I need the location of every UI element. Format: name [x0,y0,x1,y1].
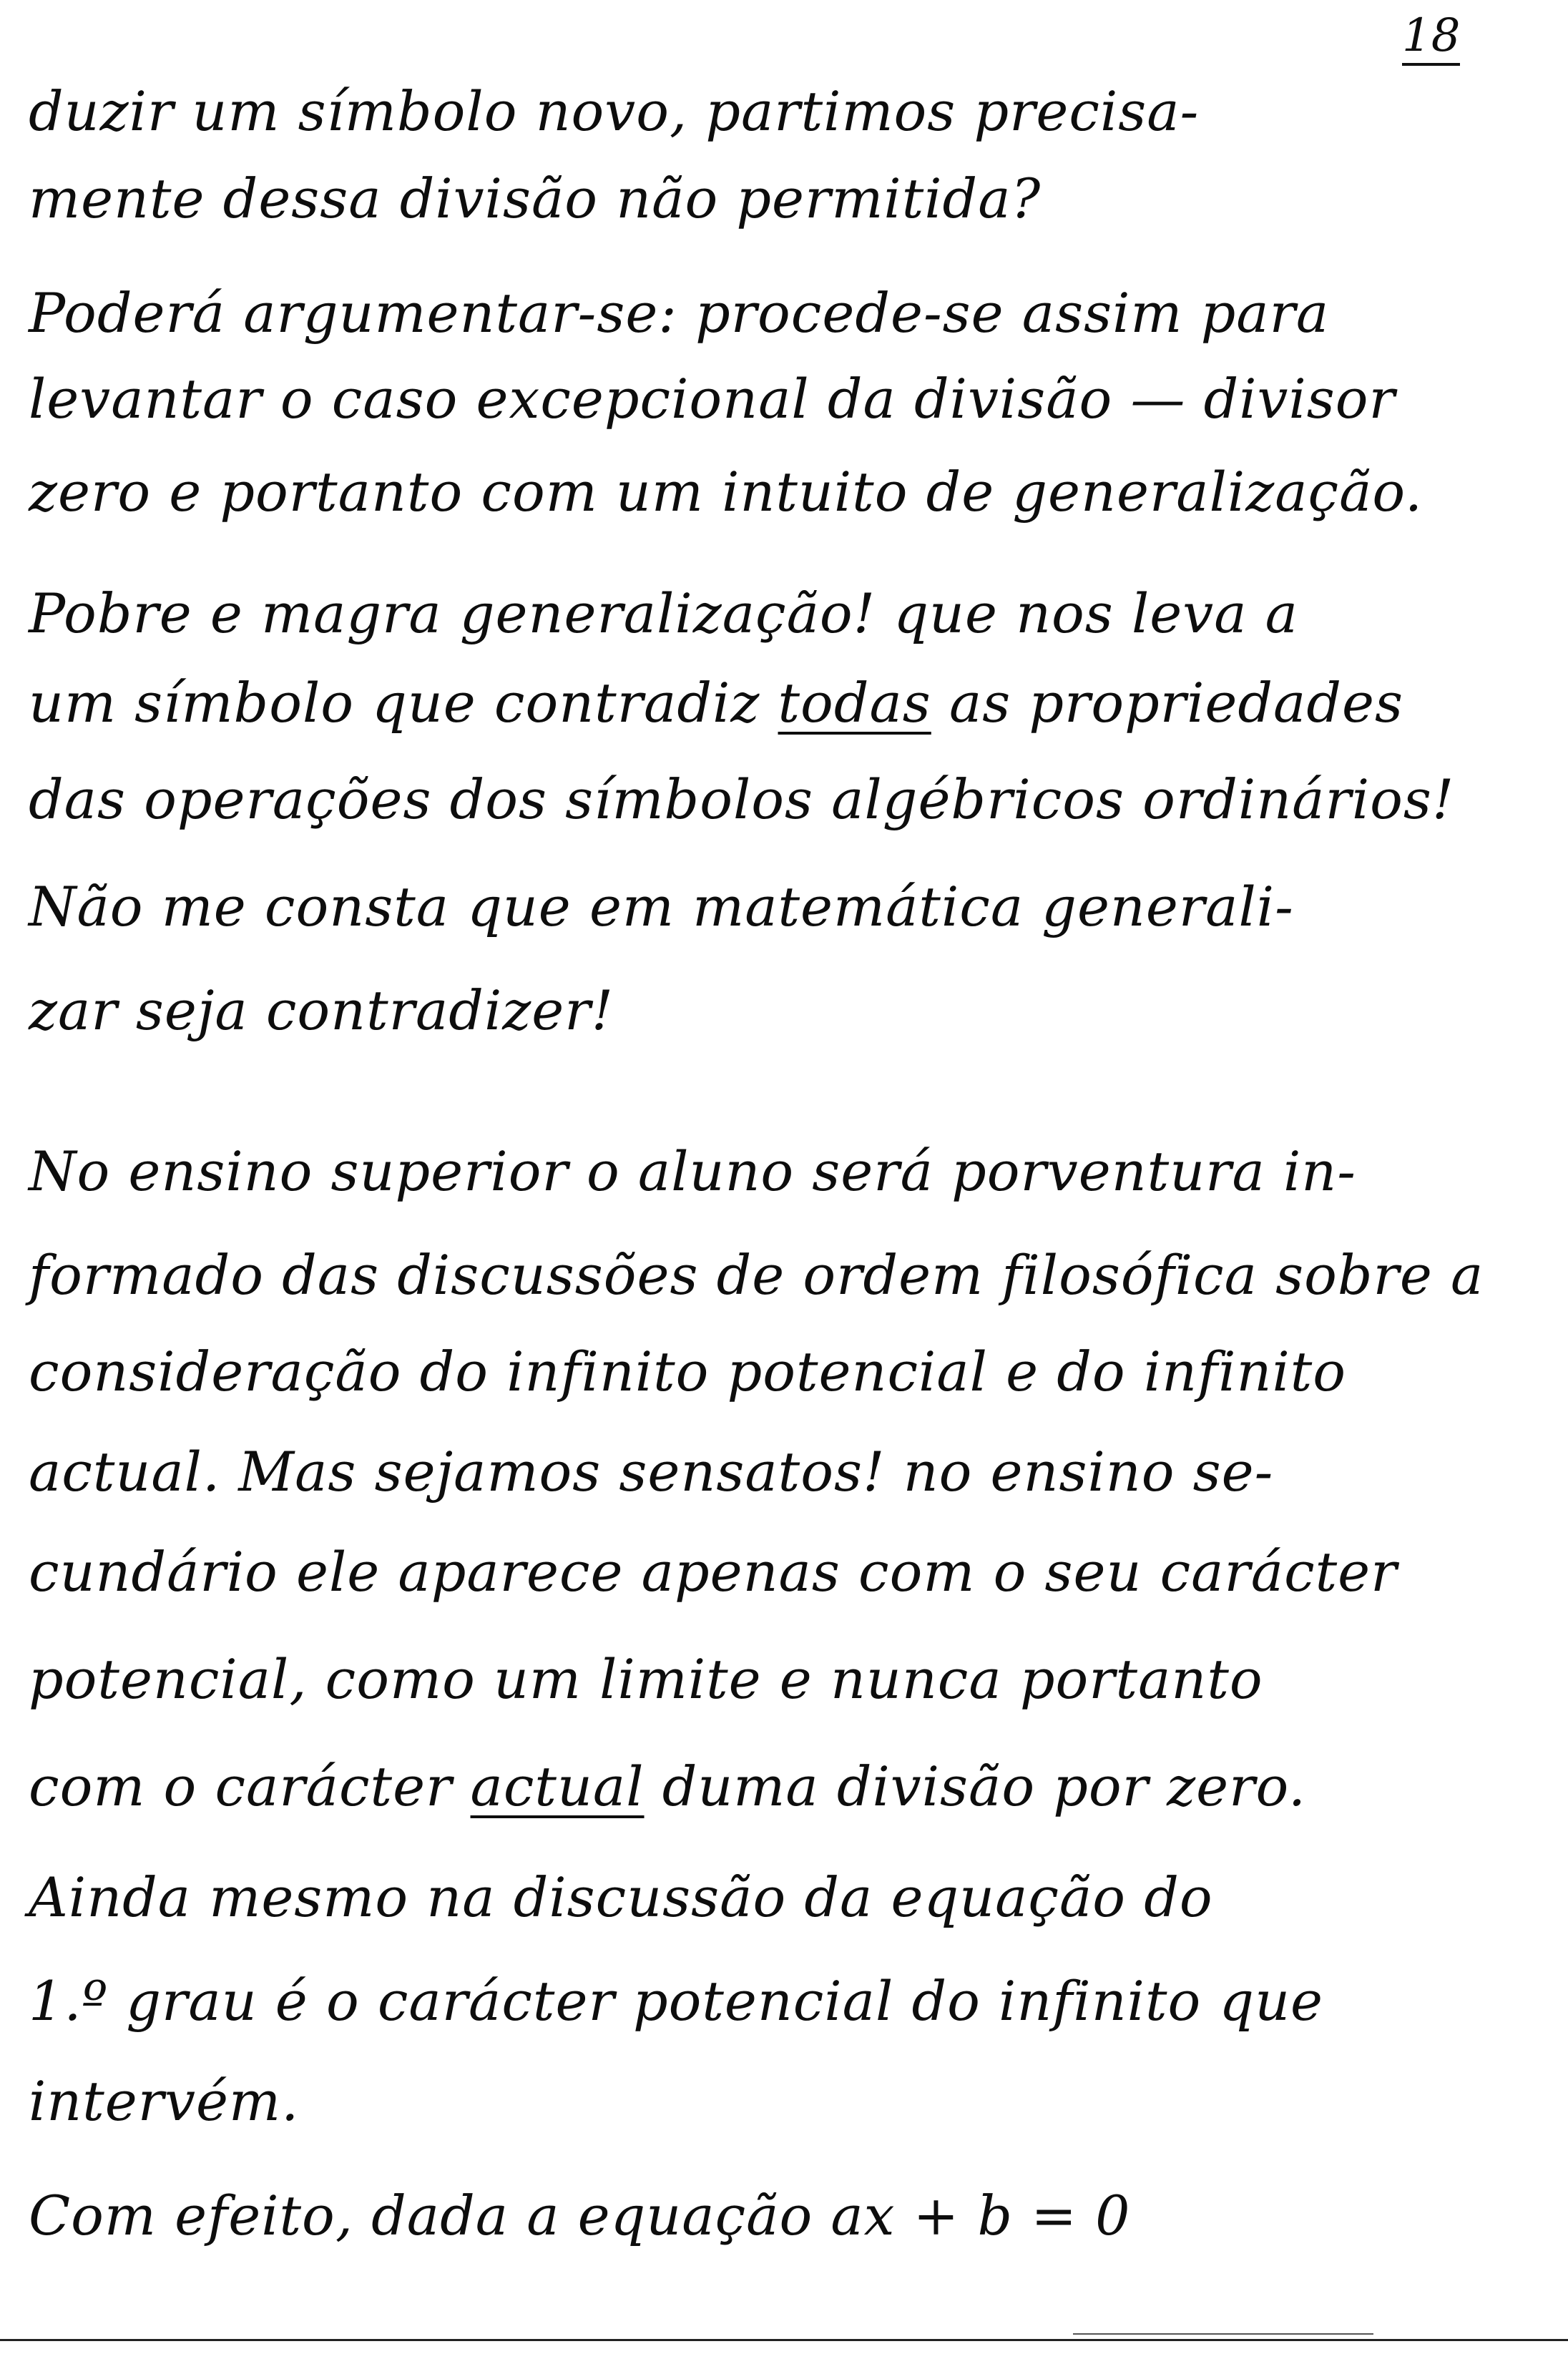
text-line-20: intervém. [29,2069,300,2133]
text-line-7: um símbolo que contradiz todas as propriedades [29,671,1403,735]
text-line-12: formado das discussões de ordem filosófica sobre a [29,1243,1484,1307]
text-line-17: com o carácter actual duma divisão por zero. [29,1755,1307,1818]
text-line-6: Pobre e magra generalização! que nos leva a [29,582,1298,645]
text-line-15: cundário ele aparece apenas com o seu carácter [29,1540,1398,1604]
page-number: 18 [1402,13,1460,66]
text-line-21: Com efeito, dada a equação ax + b = 0 [29,2184,1131,2247]
text-line-13: consideração do infinito potencial e do infinito [29,1340,1347,1403]
text-line-8: das operações dos símbolos algébricos ordinários! [29,767,1455,831]
text-line-19: 1.º grau é o carácter potencial do infinito que [29,1969,1323,2033]
page-bottom-mark [1073,2333,1373,2335]
text-line-1: duzir um símbolo novo, partimos precisa- [29,79,1200,143]
text-line-10: zar seja contradizer! [29,978,614,1042]
text-line-9: Não me consta que em matemática generali- [29,875,1294,938]
page-bottom-edge [0,2339,1568,2341]
text-line-5: zero e portanto com um intuito de generalização. [29,460,1424,524]
text-line-16: potencial, como um limite e nunca portanto [29,1647,1263,1711]
text-line-2: mente dessa divisão não permitida? [29,167,1042,230]
text-line-14: actual. Mas sejamos sensatos! no ensino se- [29,1440,1274,1504]
text-line-11: No ensino superior o aluno será porventura in- [29,1139,1356,1203]
text-line-3: Poderá argumentar-se: procede-se assim para [29,281,1330,345]
text-line-4: levantar o caso excepcional da divisão — divisor [29,367,1396,431]
text-line-18: Ainda mesmo na discussão da equação do [29,1865,1213,1929]
